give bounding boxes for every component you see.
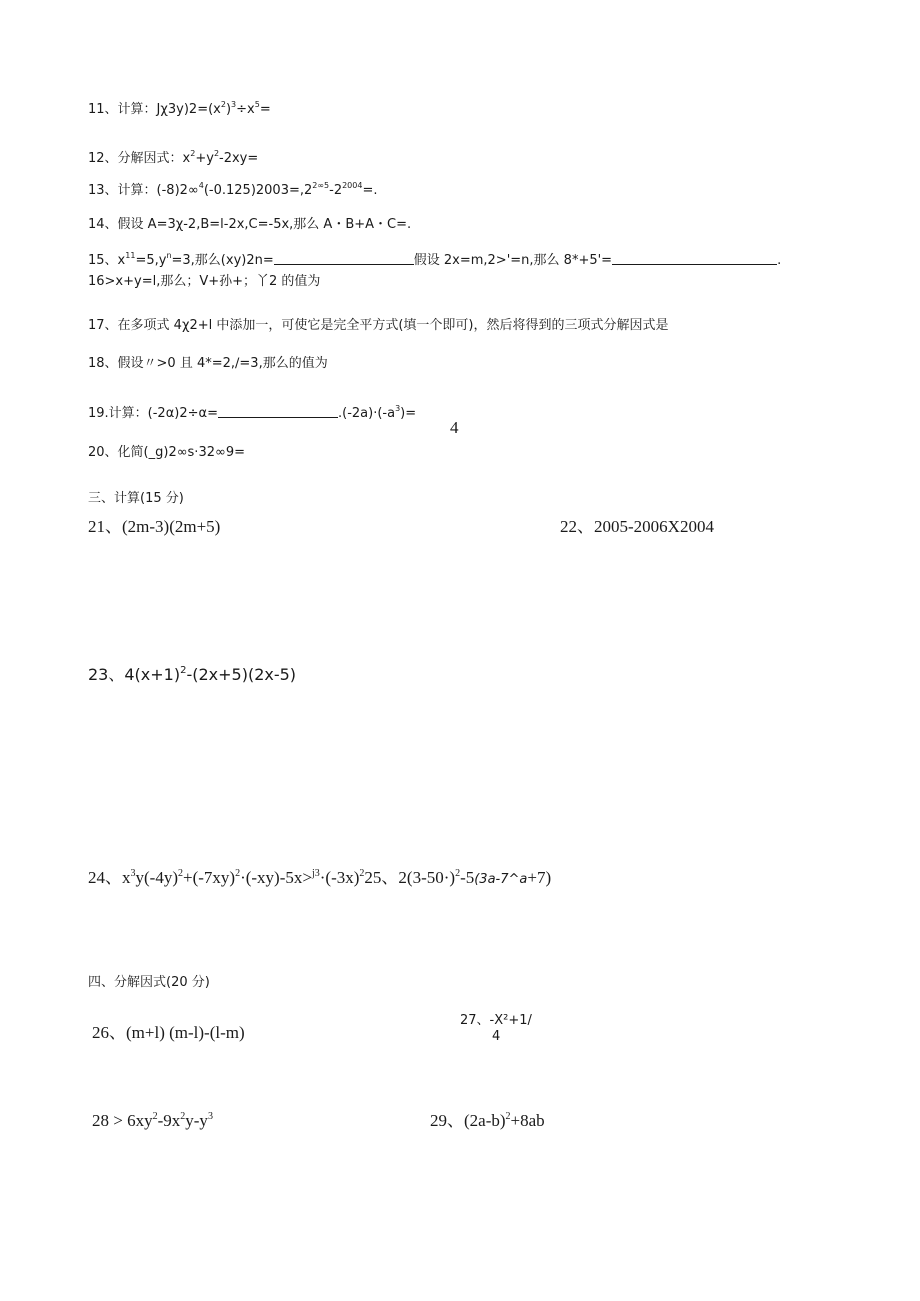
section-heading-3: 三、计算(15 分) <box>88 491 184 506</box>
question-23: 23、$4(x+1)^2-(2x+5)(2x-5)$ <box>88 665 297 684</box>
answer-blank <box>218 405 338 418</box>
answer-blank <box>274 252 414 265</box>
question-19: 19.计算：$(-2\alpha)2\div\alpha= .(-2a)\cdot(-a^3)=$ <box>88 404 417 421</box>
question-27: 27、-X²+1/ <box>460 1013 532 1028</box>
question-17: 17、在多项式 4χ2+l 中添加一，可使它是完全平方式(填一个即可)，然后将得到的三项式分解因式是 <box>88 318 669 333</box>
question-11: 11、计算：$J\chi 3y)2=(x^2)^3\div x^5=$ <box>88 100 271 117</box>
question-21: 21、(2m-3)(2m+5) <box>88 517 221 536</box>
question-24-25: 24、$x^3y(-4y)^2+(-7xy)^2\cdot(-xy)-5x>^{j3}\cdot(-3x)^225$、$2(3-50\cdot)^2-5(3a-7\^{}a+7)$ <box>88 868 552 887</box>
section-heading-4: 四、分解因式(20 分) <box>88 975 210 990</box>
question-12: 12、分解因式：$x^2+y^2-2xy=$ <box>88 149 259 166</box>
question-15: 15、$x^{11}=5,y^n=3$,那么(xy)2n= 假设 2x=m,2>'=n,那么 8*+5'= . <box>88 251 782 268</box>
question-29: 29、$(2a-b)^2+8ab$ <box>430 1111 545 1130</box>
question-26: 26、(m+l) (m-l)-(l-m) <box>92 1023 245 1042</box>
question-16: 16>x+y=l,那么；V+孙+；丫2 的值为 <box>88 274 321 289</box>
answer-blank <box>612 252 777 265</box>
question-13: 13、计算：$(-8)2\infty^4(-0.125)2003=,2^{2\infty 5}-2^{2004}=$. <box>88 181 378 198</box>
question-14: 14、假设 A=3χ-2,B=l-2x,C=-5x,那么 A・B+A・C=. <box>88 217 412 232</box>
question-18: 18、假设〃>0 且 4*=2,∕=3,那么的值为 <box>88 356 328 371</box>
question-20: 20、化简(_g)2∞s·32∞9= <box>88 445 245 460</box>
question-27-denominator: 4 <box>492 1029 501 1044</box>
question-28: $28 > 6xy^2-9x^2y-y^3$ <box>92 1111 213 1130</box>
question-22: 22、2005-2006X2004 <box>560 517 714 536</box>
fraction-denominator: 4 <box>450 418 459 437</box>
